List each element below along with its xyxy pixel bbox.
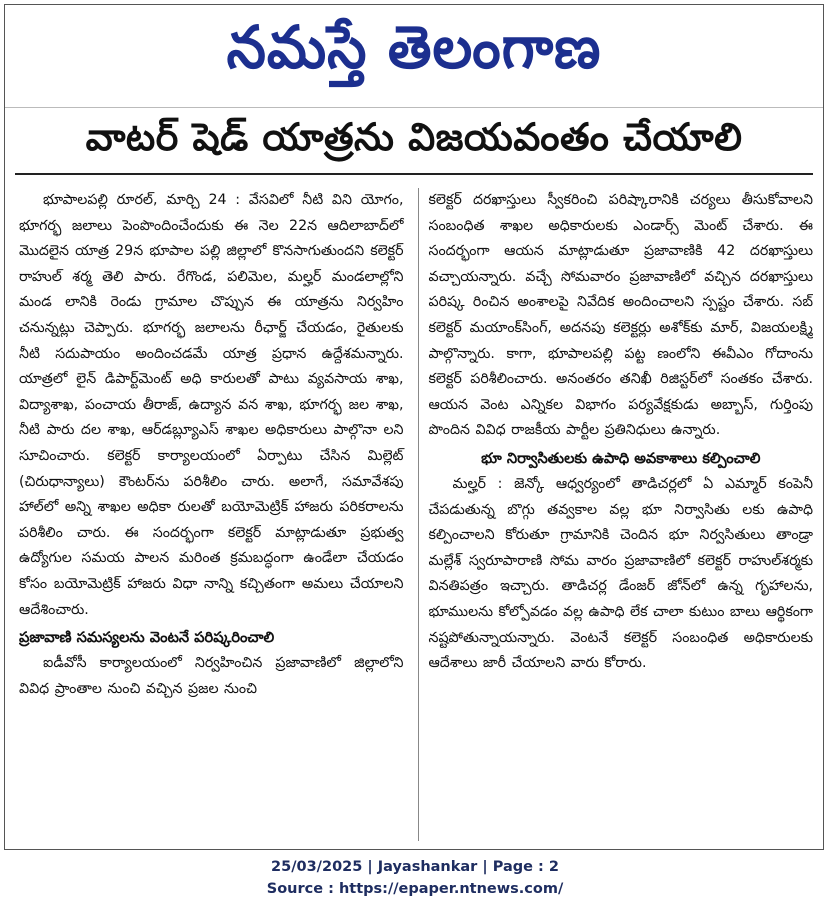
masthead <box>5 5 823 105</box>
article-column-right <box>424 188 813 841</box>
article-paragraph: భూపాలపల్లి రూరల్, మార్చి 24 : వేసవిలో నీటి విని యోగం, భూగర్భ జలాలు పెంపొందించేందుకు ఈ నెల 22న ఆదిలాబాద్‌లో మొదలైన యాత్ర 29న భూపాల పల్లి జిల్లాలో కొనసాగుతుందని కలెక్టర్ రాహుల్ శర్మ తెలి పారు. రేగొండ, పలిమెల, మల్హర్ మండలాల్లోని మండ లానికి రెండు గ్రామాల చొప్పున ఈ యాత్రను నిర్వహిం చనున్నట్లు చెప్పారు. భూగర్భ జలాలను రీఛార్జ్ చేయడం, రైతులకు నీటి సదుపాయం అందించడమే యాత్ర ప్రధాన ఉద్దేశమన్నారు. యాత్రలో లైన్ డిపార్ట్‌మెంట్ అధి కారులతో పాటు వ్యవసాయ శాఖ, విద్యాశాఖ, పంచాయ తీరాజ్, ఉద్యాన వన శాఖ, భూగర్భ జల శాఖ, నీటి పారు దల శాఖ, ఆర్‌డబ్ల్యూఎస్ శాఖల అధికారులు పాల్గొనా లని సూచించారు. కలెక్టర్ కార్యాలయంలో ఏర్పాటు చేసిన మిల్లెట్ (చిరుధాన్యాలు) కౌంటర్‌ను పరిశీలిం చారు. అలాగే, సమావేశపు హాల్‌లో అన్ని శాఖల అధికా రులతో బయోమెట్రిక్ హాజరు పరికరాలను పరిశీలిం చారు. ఈ సందర్భంగా కలెక్టర్ మాట్లాడుతూ ప్రభుత్వ ఉద్యోగుల సమయ పాలన మరింత క్రమబద్ధంగా ఉండేలా చేయడం కోసం బయోమెట్రిక్ హాజరు విధా నాన్ని కచ్చితంగా అమలు చేయాలని ఆదేశించారు. <box>19 192 404 618</box>
article-subheading: ప్రజావాణి సమస్యలను వెంటనే పరిష్కరించాలి <box>19 629 275 647</box>
masthead-logo: నమస్తే తెలంగాణ <box>226 13 602 82</box>
article-column-left <box>19 188 412 841</box>
headline-divider <box>15 173 813 175</box>
column-divider <box>418 188 419 841</box>
source-footer <box>0 856 830 900</box>
article-paragraph: ఐడీవోసీ కార్యాలయంలో నిర్వహించిన ప్రజావాణిలో జిల్లాలోని వివిధ ప్రాంతాల నుంచి వచ్చిన ప్రజల నుంచి <box>19 655 404 697</box>
edition-info: 25/03/2025 | Jayashankar | Page : 2 <box>271 859 559 875</box>
masthead-divider <box>5 107 823 108</box>
article-subheading: భూ నిర్వాసితులకు ఉపాధి అవకాశాలు కల్పించాలి <box>481 449 761 467</box>
article-paragraph: కలెక్టర్ దరఖాస్తులు స్వీకరించి పరిష్కారానికి చర్యలు తీసుకోవాలని సంబంధిత శాఖల అధికారులకు ఎండార్స్ మెంట్ చేశారు. ఈ సందర్భంగా ఆయన మాట్లాడుతూ ప్రజావాణికి 42 దరఖాస్తులు వచ్చాయన్నారు. వచ్చే సోమవారం ప్రజావాణిలో వచ్చిన దరఖాస్తులు పరిష్క రించిన అంశాలపై నివేదిక అందించాలని స్పష్టం చేశారు. సబ్ కలెక్టర్ మయాంక్‌సింగ్, అదనపు కలెక్టర్లు అశోక్‌కు మార్, విజయలక్ష్మి పాల్గొన్నారు. కాగా, భూపాలపల్లి పట్ట ణంలోని ఈవీఎం గోదాంను కలెక్టర్ పరిశీలించారు. అనంతరం తనిఖీ రిజిస్టర్‌లో సంతకం చేశారు. ఆయన వెంట ఎన్నికల విభాగం పర్యవేక్షకుడు అబ్బాస్, గుర్తింపు పొందిన వివిధ రాజకీయ పార్టీల ప్రతినిధులు ఉన్నారు. <box>428 192 813 439</box>
article-paragraph: మల్హర్ : జెన్కో ఆధ్వర్యంలో తాడిచర్లలో ఏ ఎమ్మార్ కంపెనీ చేపడుతున్న బొగ్గు తవ్వకాల వల్ల భూ నిర్వాసితు లకు ఉపాధి కల్పించాలని కోరుతూ గ్రామానికి చెందిన భూ నిర్వసితులు తాండ్రా మల్లేశ్ స్వరూపారాణి సోమ వారం ప్రజావాణిలో కలెక్టర్ రాహుల్‌శర్మకు వినతిపత్రం ఇచ్చారు. తాడిచర్ల డేంజర్ జోన్‌లో ఉన్న గృహాలను, భూములను కోల్పోవడం వల్ల ఉపాధి లేక చాలా కుటుం బాలు ఆర్థికంగా నష్టపోతున్నాయన్నారు. వెంటనే కలెక్టర్ సంబంధిత అధికారులకు ఆదేశాలు జారీ చేయాలని వారు కోరారు. <box>428 475 813 672</box>
article-headline: వాటర్ షెడ్ యాత్రను విజయవంతం చేయాలి <box>85 115 743 159</box>
source-link[interactable]: Source : https://epaper.ntnews.com/ <box>266 881 564 897</box>
article-body <box>19 188 813 841</box>
newspaper-clipping <box>4 4 824 850</box>
